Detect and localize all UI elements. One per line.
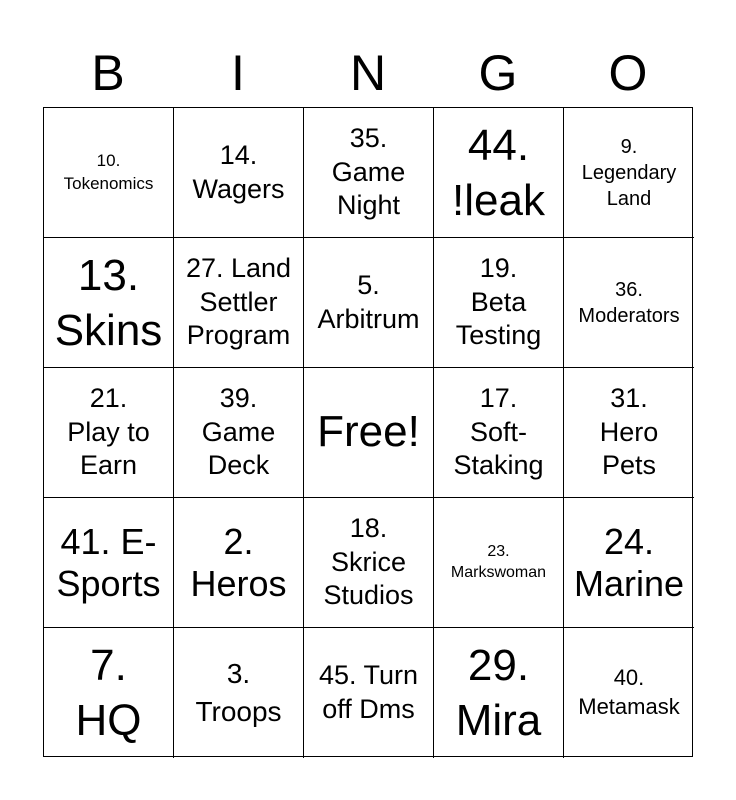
- bingo-cell-r3c1[interactable]: [44, 368, 174, 498]
- bingo-cell-r4c3[interactable]: [304, 498, 434, 628]
- bingo-cell-r2c4[interactable]: [434, 238, 564, 368]
- cell-label: 13. Skins: [54, 250, 163, 355]
- bingo-cell-r2c5[interactable]: [564, 238, 694, 368]
- bingo-cell-r1c3[interactable]: [304, 108, 434, 238]
- cell-label: 5. Arbitrum: [317, 269, 420, 334]
- cell-label: 36. Moderators: [578, 278, 680, 327]
- cell-label: 3. Troops: [195, 658, 282, 727]
- cell-label: 17. Soft- Staking: [453, 382, 544, 481]
- bingo-cell-r1c5[interactable]: [564, 108, 694, 238]
- cell-label: 23. Markswoman: [450, 542, 547, 581]
- header-letter-o: O: [608, 45, 648, 101]
- bingo-cell-r1c2[interactable]: [174, 108, 304, 238]
- bingo-cell-r2c2[interactable]: [174, 238, 304, 368]
- cell-label: 44. !leak: [452, 120, 545, 225]
- cell-label: 35. Game Night: [331, 122, 406, 221]
- header-letter-g: G: [478, 45, 518, 101]
- cell-label: 14. Wagers: [192, 139, 285, 204]
- bingo-cell-r4c4[interactable]: [434, 498, 564, 628]
- free-space[interactable]: [304, 368, 434, 498]
- cell-label: 9. Legendary Land: [581, 135, 677, 210]
- cell-label: 31. Hero Pets: [599, 382, 659, 481]
- cell-label: 21. Play to Earn: [67, 382, 150, 481]
- header-letter-i: I: [231, 45, 245, 101]
- cell-label: 24. Marine: [573, 521, 685, 604]
- bingo-cell-r1c4[interactable]: [434, 108, 564, 238]
- cell-label: 29. Mira: [455, 641, 542, 745]
- bingo-cell-r3c4[interactable]: [434, 368, 564, 498]
- bingo-cell-r2c3[interactable]: [304, 238, 434, 368]
- cell-label: 18. Skrice Studios: [323, 512, 414, 611]
- cell-label: 45. Turn off Dms: [318, 660, 419, 724]
- bingo-cell-r5c3[interactable]: [304, 628, 434, 758]
- cell-label: 19. Beta Testing: [455, 252, 542, 351]
- bingo-cell-r4c5[interactable]: [564, 498, 694, 628]
- cell-label: 39. Game Deck: [201, 382, 276, 481]
- bingo-cell-r5c4[interactable]: [434, 628, 564, 758]
- cell-label: 40. Metamask: [578, 665, 680, 719]
- bingo-cell-r5c1[interactable]: [44, 628, 174, 758]
- cell-label: 27. Land Settler Program: [185, 252, 292, 351]
- bingo-cell-r5c5[interactable]: [564, 628, 694, 758]
- bingo-cell-r4c1[interactable]: [44, 498, 174, 628]
- cell-label: 7. HQ: [75, 641, 142, 745]
- bingo-board: [43, 107, 693, 757]
- bingo-cell-r1c1[interactable]: [44, 108, 174, 238]
- bingo-cell-r2c1[interactable]: [44, 238, 174, 368]
- header-letter-b: B: [91, 45, 125, 101]
- free-space-label: Free!: [317, 407, 420, 457]
- bingo-cell-r5c2[interactable]: [174, 628, 304, 758]
- bingo-cell-r4c2[interactable]: [174, 498, 304, 628]
- bingo-header: [43, 40, 693, 106]
- cell-label: 10. Tokenomics: [63, 151, 154, 193]
- cell-label: 2. Heros: [190, 521, 287, 604]
- cell-label: 41. E- Sports: [56, 521, 161, 604]
- bingo-cell-r3c5[interactable]: [564, 368, 694, 498]
- bingo-cell-r3c2[interactable]: [174, 368, 304, 498]
- header-letter-n: N: [349, 45, 387, 101]
